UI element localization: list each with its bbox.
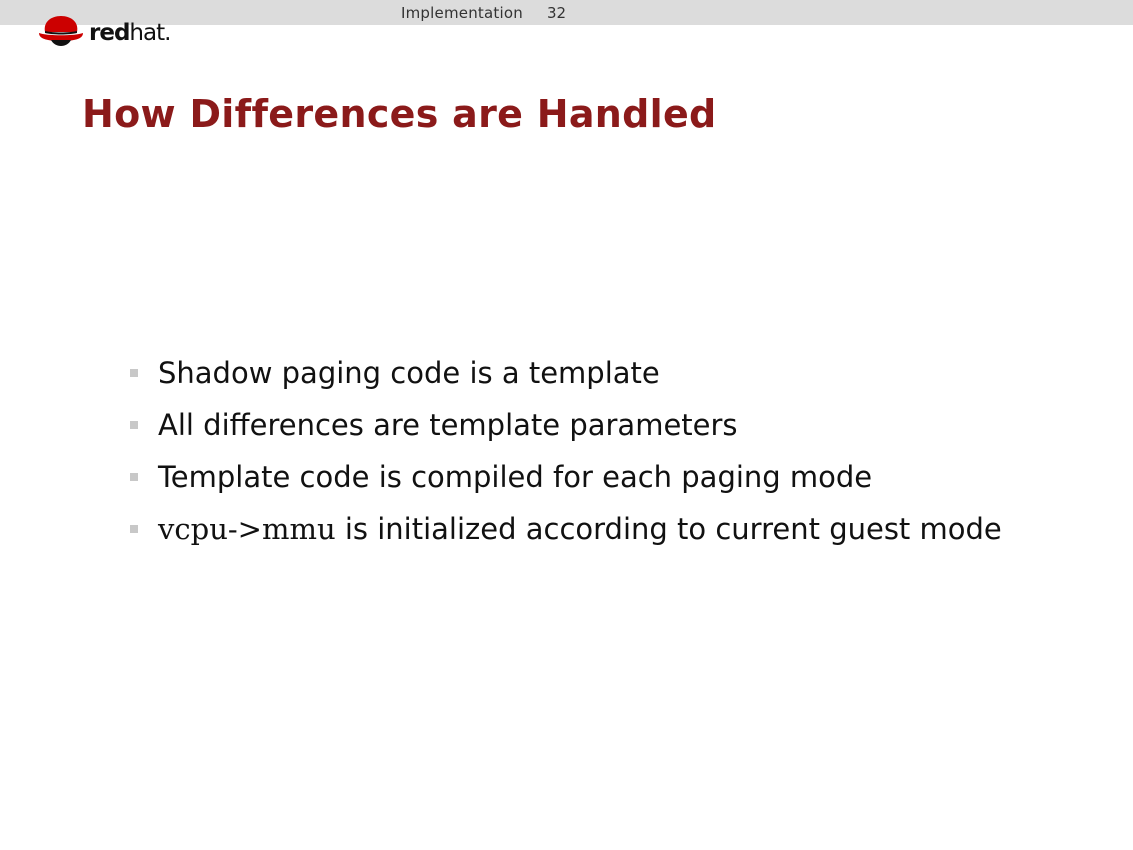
bullet-marker-icon <box>130 369 138 377</box>
logo-wordmark: redhat. <box>89 20 171 46</box>
redhat-logo <box>37 14 187 54</box>
shadowman-hat-icon <box>37 14 85 50</box>
bullet-marker-icon <box>130 421 138 429</box>
slide-title: How Differences are Handled <box>82 92 717 136</box>
page-number: 32 <box>547 4 567 22</box>
section-title: Implementation <box>401 4 523 22</box>
bullet-marker-icon <box>130 525 138 533</box>
bullet-text <box>158 511 1002 547</box>
bullet-text-rest: is initialized according to current guest mode <box>335 512 1002 546</box>
bullet-text: Shadow paging code is a template <box>158 356 660 390</box>
code-span: vcpu->mmu <box>158 512 336 546</box>
bullet-text: All differences are template parameters <box>158 408 738 442</box>
bullet-marker-icon <box>130 473 138 481</box>
bullet-text: Template code is compiled for each paging mode <box>158 460 873 494</box>
